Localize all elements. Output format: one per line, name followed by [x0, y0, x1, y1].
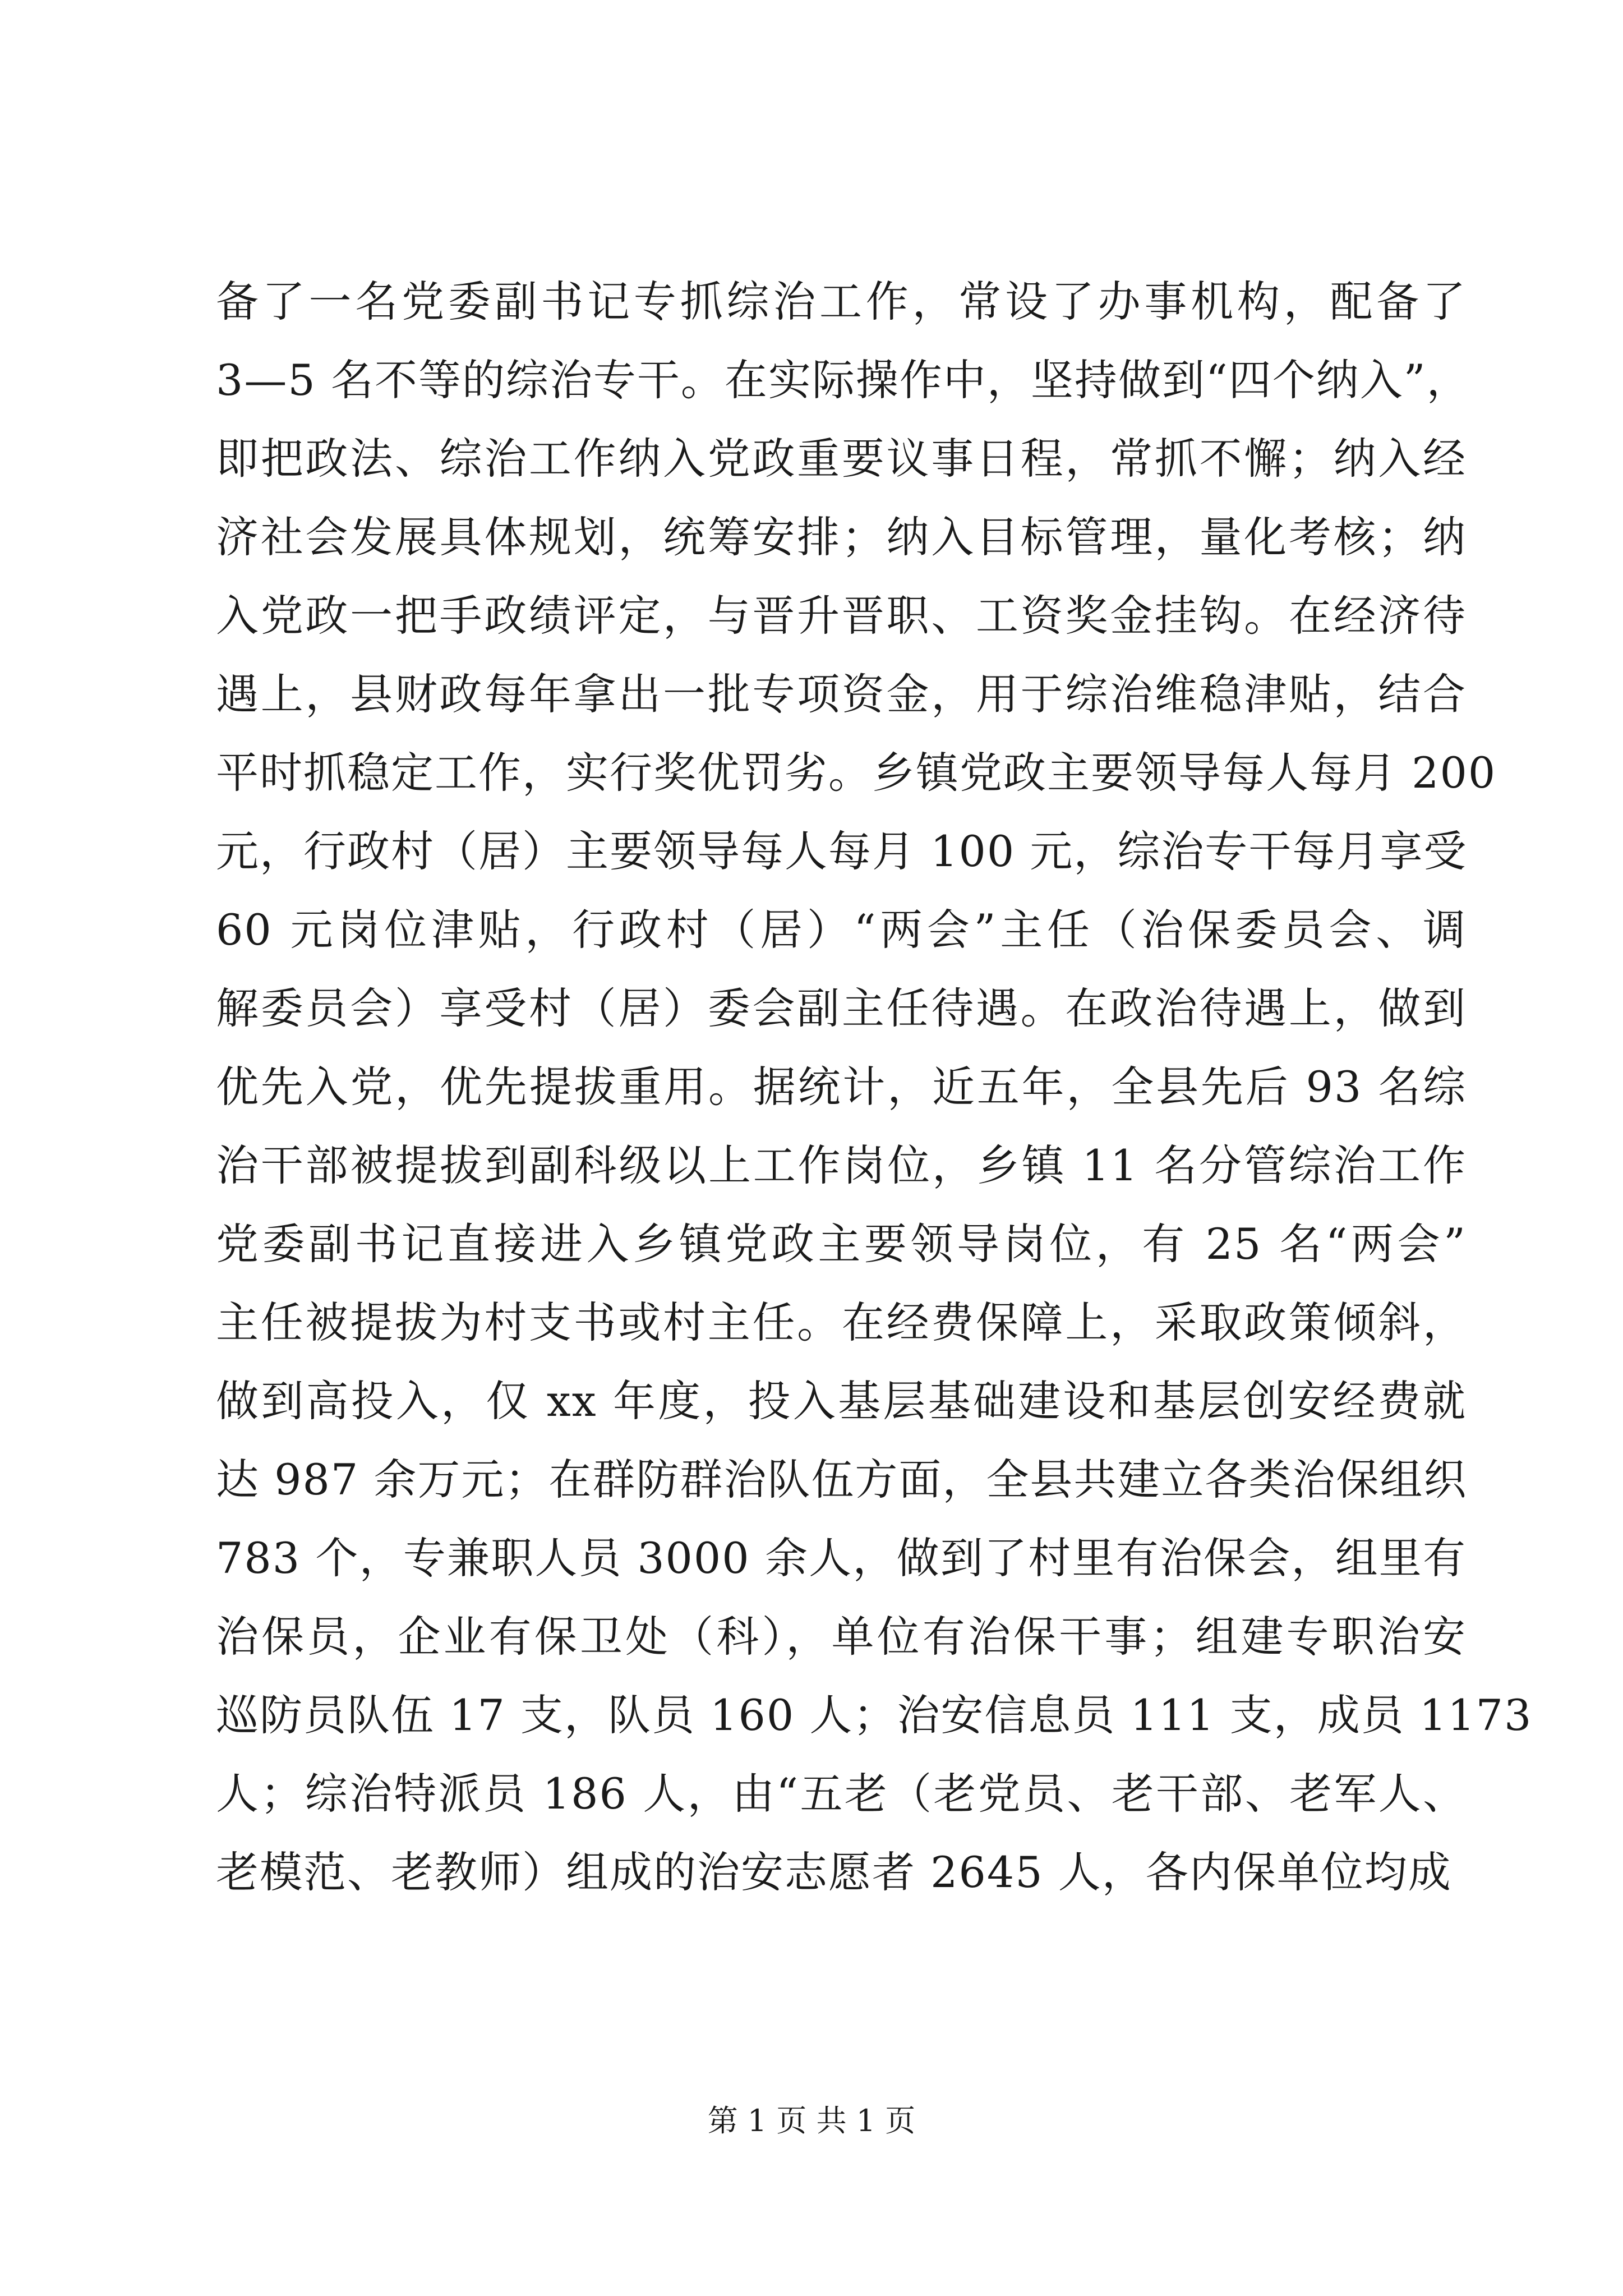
text-line: 党委副书记直接进入乡镇党政主要领导岗位，有 25 名“两会” — [216, 1219, 1467, 1269]
text-line: 元，行政村（居）主要领导每人每月 100 元，综治专干每月享受 — [216, 826, 1468, 876]
text-line: 济社会发展具体规划，统筹安排；纳入目标管理，量化考核；纳 — [216, 512, 1467, 562]
text-line: 巡防员队伍 17 支，队员 160 人；治安信息员 111 支，成员 1173 — [216, 1690, 1533, 1740]
text-line: 遇上，县财政每年拿出一批专项资金，用于综治维稳津贴，结合 — [216, 669, 1467, 719]
text-line: 783 个，专兼职人员 3000 余人，做到了村里有治保会，组里有 — [216, 1533, 1467, 1583]
text-line: 60 元岗位津贴，行政村（居）“两会”主任（治保委员会、调 — [216, 905, 1467, 955]
text-line: 达 987 余万元；在群防群治队伍方面，全县共建立各类治保组织 — [216, 1455, 1468, 1504]
text-line: 解委员会）享受村（居）委会副主任待遇。在政治待遇上，做到 — [216, 983, 1467, 1033]
text-line: 入党政一把手政绩评定，与晋升晋职、工资奖金挂钩。在经济待 — [216, 591, 1467, 641]
text-line: 优先入党，优先提拔重用。据统计，近五年，全县先后 93 名综 — [216, 1062, 1467, 1112]
text-line: 人；综治特派员 186 人，由“五老（老党员、老干部、老军人、 — [216, 1769, 1467, 1819]
text-line: 主任被提拔为村支书或村主任。在经费保障上，采取政策倾斜， — [216, 1297, 1467, 1347]
text-line: 即把政法、综治工作纳入党政重要议事日程，常抓不懈；纳入经 — [216, 434, 1467, 484]
text-line: 治干部被提拔到副科级以上工作岗位，乡镇 11 名分管综治工作 — [216, 1140, 1467, 1190]
page-footer — [0, 2101, 1623, 2141]
text-line: 备了一名党委副书记专抓综治工作，常设了办事机构，配备了 — [216, 277, 1467, 326]
text-line: 做到高投入，仅 xx 年度，投入基层基础建设和基层创安经费就 — [216, 1376, 1467, 1426]
text-line: 治保员，企业有保卫处（科），单位有治保干事；组建专职治安 — [216, 1612, 1467, 1662]
body-text — [216, 263, 1533, 1912]
text-line: 老模范、老教师）组成的治安志愿者 2645 人，各内保单位均成 — [216, 1847, 1452, 1897]
page-number: 第 1 页 共 1 页 — [707, 2103, 916, 2138]
text-line: 平时抓稳定工作，实行奖优罚劣。乡镇党政主要领导每人每月 200 — [216, 748, 1497, 798]
text-line: 3—5 名不等的综治专干。在实际操作中，坚持做到“四个纳入”， — [216, 355, 1470, 405]
